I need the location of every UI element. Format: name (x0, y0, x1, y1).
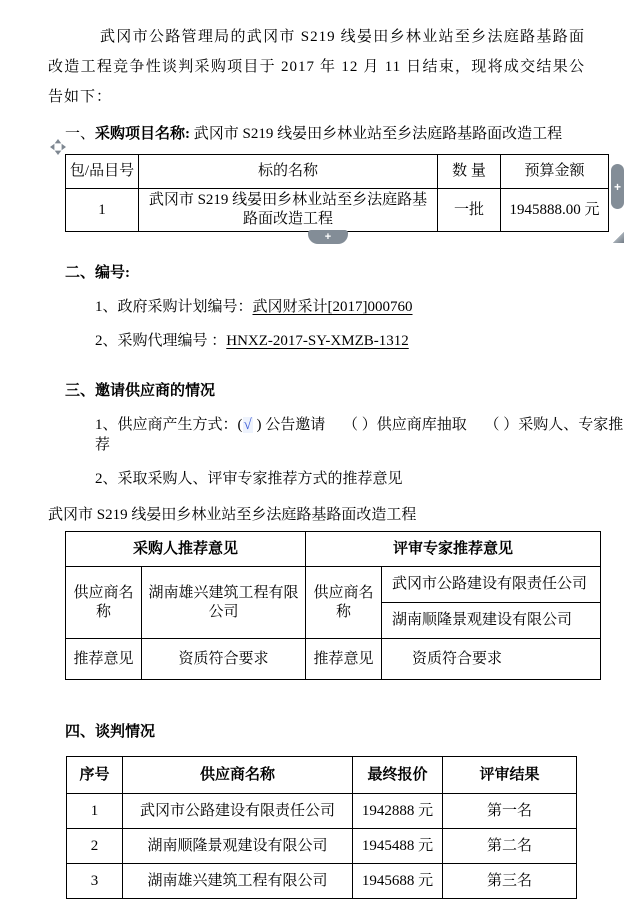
section2-item2 (95, 331, 631, 351)
option-pool-draw: （ ）供应商库抽取 (342, 417, 467, 433)
t3-cell-result: 第一名 (443, 794, 577, 829)
t3-cell-result: 第三名 (443, 864, 577, 899)
agency-number-value: HNXZ-2017-SY-XMZB-1312 (226, 333, 409, 349)
table-row (66, 189, 609, 232)
add-column-button[interactable]: + (611, 164, 624, 209)
t3-cell-index: 2 (67, 829, 123, 864)
checkmark-icon: √ (243, 417, 252, 433)
option-public-invite: ) 公告邀请 (252, 417, 326, 433)
t1-cell-budget: 1945888.00 元 (501, 189, 609, 232)
negotiation-result-table (66, 756, 577, 899)
procurement-item-table (65, 154, 609, 232)
section2-heading: 二、编号: (65, 265, 130, 281)
t3-cell-index: 1 (67, 794, 123, 829)
t1-header-budget: 预算金额 (501, 155, 609, 189)
intro-paragraph: 武冈市公路管理局的武冈市 S219 线晏田乡林业站至乡法庭路基路面改造工程竞争性谈判采购项目于 2017 年 12 月 11 日结束，现将成交结果公告如下： (48, 29, 585, 105)
plan-number-value: 武冈财采计[2017]000760 (252, 299, 413, 315)
project-name-line: 武冈市 S219 线晏田乡林业站至乡法庭路基路面改造工程 (48, 507, 417, 523)
t1-cell-package: 1 (66, 189, 139, 232)
add-row-button[interactable]: + (308, 230, 348, 244)
t1-header-qty: 数 量 (438, 155, 501, 189)
t1-cell-qty: 一批 (438, 189, 501, 232)
table-header-row (66, 532, 601, 567)
plan-number-label: 1、政府采购计划编号： (95, 299, 253, 315)
t3-header-supplier: 供应商名称 (123, 757, 353, 794)
t3-header-price: 最终报价 (353, 757, 443, 794)
t3-cell-price: 1942888 元 (353, 794, 443, 829)
t3-cell-price: 1945488 元 (353, 829, 443, 864)
table-row (67, 794, 577, 829)
section3-item1 (95, 415, 631, 455)
section4-heading: 四、谈判情况 (65, 724, 156, 740)
t1-cell-name: 武冈市 S219 线晏田乡林业站至乡法庭路基路面改造工程 (139, 189, 438, 232)
t2-supplier-label-left: 供应商名称 (66, 567, 142, 639)
section1-number: 一、 (65, 126, 96, 142)
table-row (66, 639, 601, 680)
option-expert-recommend: （ ）采购人、专家推荐 (95, 417, 624, 453)
section2-item1 (95, 297, 631, 317)
section1-value: 武冈市 S219 线晏田乡林业站至乡法庭路基路面改造工程 (193, 126, 563, 142)
t2-opinion-left: 资质符合要求 (142, 639, 306, 680)
table-header-row (67, 757, 577, 794)
procurement-item-table-wrap (65, 154, 621, 243)
supplier-method-prefix: 1、供应商产生方式：( (95, 417, 243, 433)
t3-cell-supplier: 武冈市公路建设有限责任公司 (123, 794, 353, 829)
t3-cell-supplier: 湖南雄兴建筑工程有限公司 (123, 864, 353, 899)
table-resize-handle[interactable] (613, 232, 624, 243)
recommendation-table (65, 531, 601, 680)
t3-header-result: 评审结果 (443, 757, 577, 794)
t2-opinion-label-left: 推荐意见 (66, 639, 142, 680)
t3-cell-result: 第二名 (443, 829, 577, 864)
t3-header-index: 序号 (67, 757, 123, 794)
section3-item2: 2、采取采购人、评审专家推荐方式的推荐意见 (95, 471, 403, 487)
t3-cell-price: 1945688 元 (353, 864, 443, 899)
table-move-handle-icon[interactable] (50, 139, 66, 155)
table-header-row (66, 155, 609, 189)
t2-opinion-right: 资质符合要求 (382, 639, 601, 680)
t2-supplier-right-2: 湖南顺隆景观建设有限公司 (382, 603, 601, 639)
t2-supplier-right-1: 武冈市公路建设有限责任公司 (382, 567, 601, 603)
t2-opinion-label-right: 推荐意见 (306, 639, 382, 680)
t3-cell-supplier: 湖南顺隆景观建设有限公司 (123, 829, 353, 864)
t3-cell-index: 3 (67, 864, 123, 899)
t2-header-experts: 评审专家推荐意见 (306, 532, 601, 567)
t2-supplier-left: 湖南雄兴建筑工程有限公司 (142, 567, 306, 639)
section1-heading (65, 124, 631, 144)
table-row (67, 864, 577, 899)
table-row (66, 567, 601, 603)
section3-heading: 三、邀请供应商的情况 (65, 383, 216, 399)
t1-header-package: 包/品目号 (66, 155, 139, 189)
t2-supplier-label-right: 供应商名称 (306, 567, 382, 639)
t1-header-name: 标的名称 (139, 155, 438, 189)
section1-label: 采购项目名称: (95, 126, 191, 142)
table-row (67, 829, 577, 864)
t2-header-purchaser: 采购人推荐意见 (66, 532, 306, 567)
agency-number-label: 2、采购代理编号 ： (95, 333, 227, 349)
